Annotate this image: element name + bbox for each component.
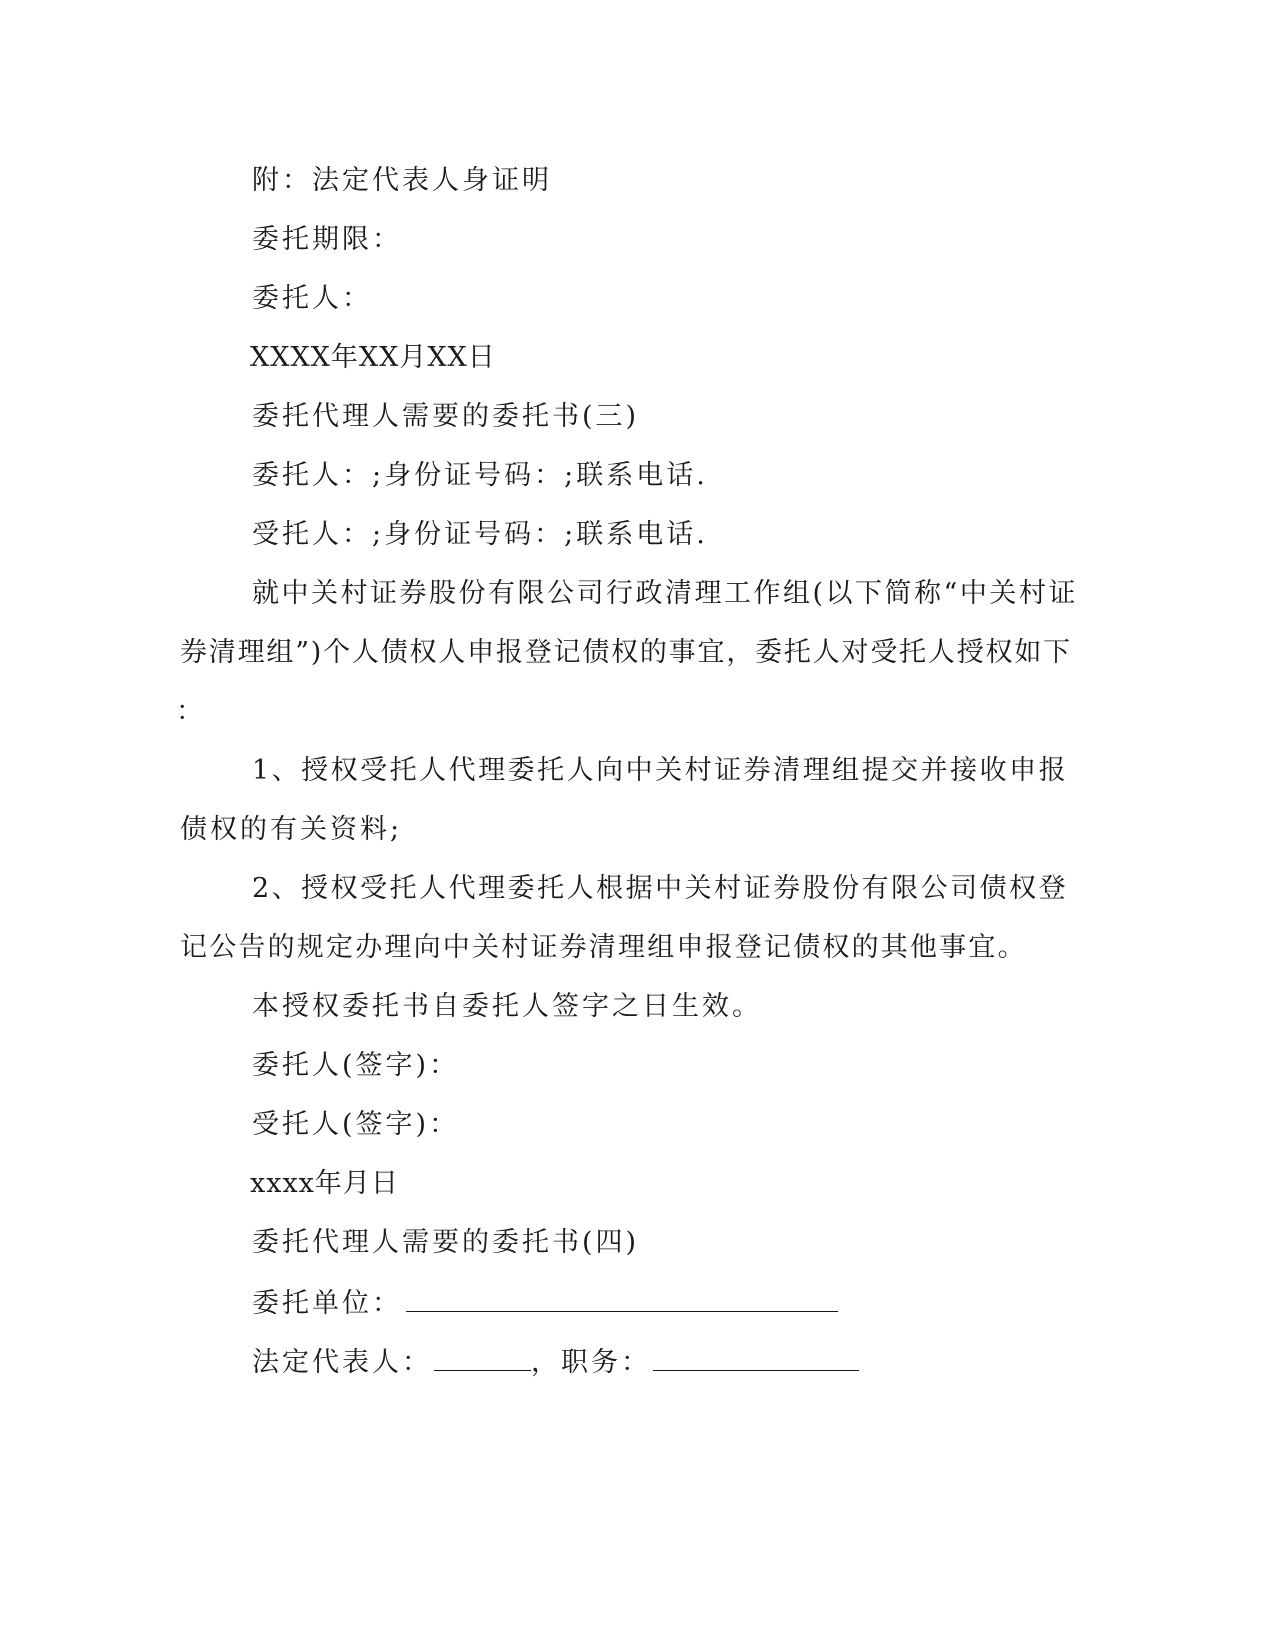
- attachment-line: 附：法定代表人身证明: [252, 165, 552, 196]
- item1-line1: 1、授权受托人代理委托人向中关村证券清理组提交并接收申报: [252, 755, 1069, 786]
- legal-rep-row: [252, 1344, 859, 1380]
- position-label: 职务：: [561, 1347, 651, 1378]
- intro-paragraph-line3: ：: [176, 696, 206, 727]
- entrusting-unit-label: 委托单位：: [252, 1288, 402, 1319]
- date-line: xxxx年月日: [250, 1168, 399, 1199]
- entrusting-unit-blank: [406, 1285, 838, 1312]
- principal-info: 委托人：;身份证号码：;联系电话.: [252, 460, 708, 491]
- entrusting-unit-row: [252, 1285, 838, 1321]
- legal-rep-label: 法定代表人：: [252, 1347, 432, 1378]
- intro-paragraph-line2: 券清理组”)个人债权人申报登记债权的事宜，委托人对受托人授权如下: [180, 637, 1072, 668]
- agent-info: 受托人：;身份证号码：;联系电话.: [252, 519, 708, 550]
- principal-label: 委托人：: [252, 283, 372, 314]
- agent-signature-label: 受托人(签字)：: [252, 1109, 460, 1140]
- intro-paragraph-line1: 就中关村证券股份有限公司行政清理工作组(以下简称“中关村证: [252, 578, 1078, 609]
- section3-title: 委托代理人需要的委托书(三): [252, 401, 640, 432]
- principal-signature-label: 委托人(签字)：: [252, 1050, 460, 1081]
- section4-title: 委托代理人需要的委托书(四): [252, 1227, 640, 1258]
- effective-statement: 本授权委托书自委托人签字之日生效。: [252, 991, 762, 1022]
- item2-line1: 2、授权受托人代理委托人根据中关村证券股份有限公司债权登: [252, 873, 1069, 904]
- legal-rep-blank: [434, 1344, 531, 1371]
- separator-comma: ，: [531, 1347, 561, 1378]
- date-placeholder: XXXX年XX月XX日: [250, 342, 496, 373]
- item2-line2: 记公告的规定办理向中关村证券清理组申报登记债权的其他事宜。: [180, 932, 1027, 963]
- term-label: 委托期限：: [252, 224, 402, 255]
- item1-line2: 债权的有关资料;: [180, 814, 403, 845]
- position-blank: [653, 1344, 859, 1371]
